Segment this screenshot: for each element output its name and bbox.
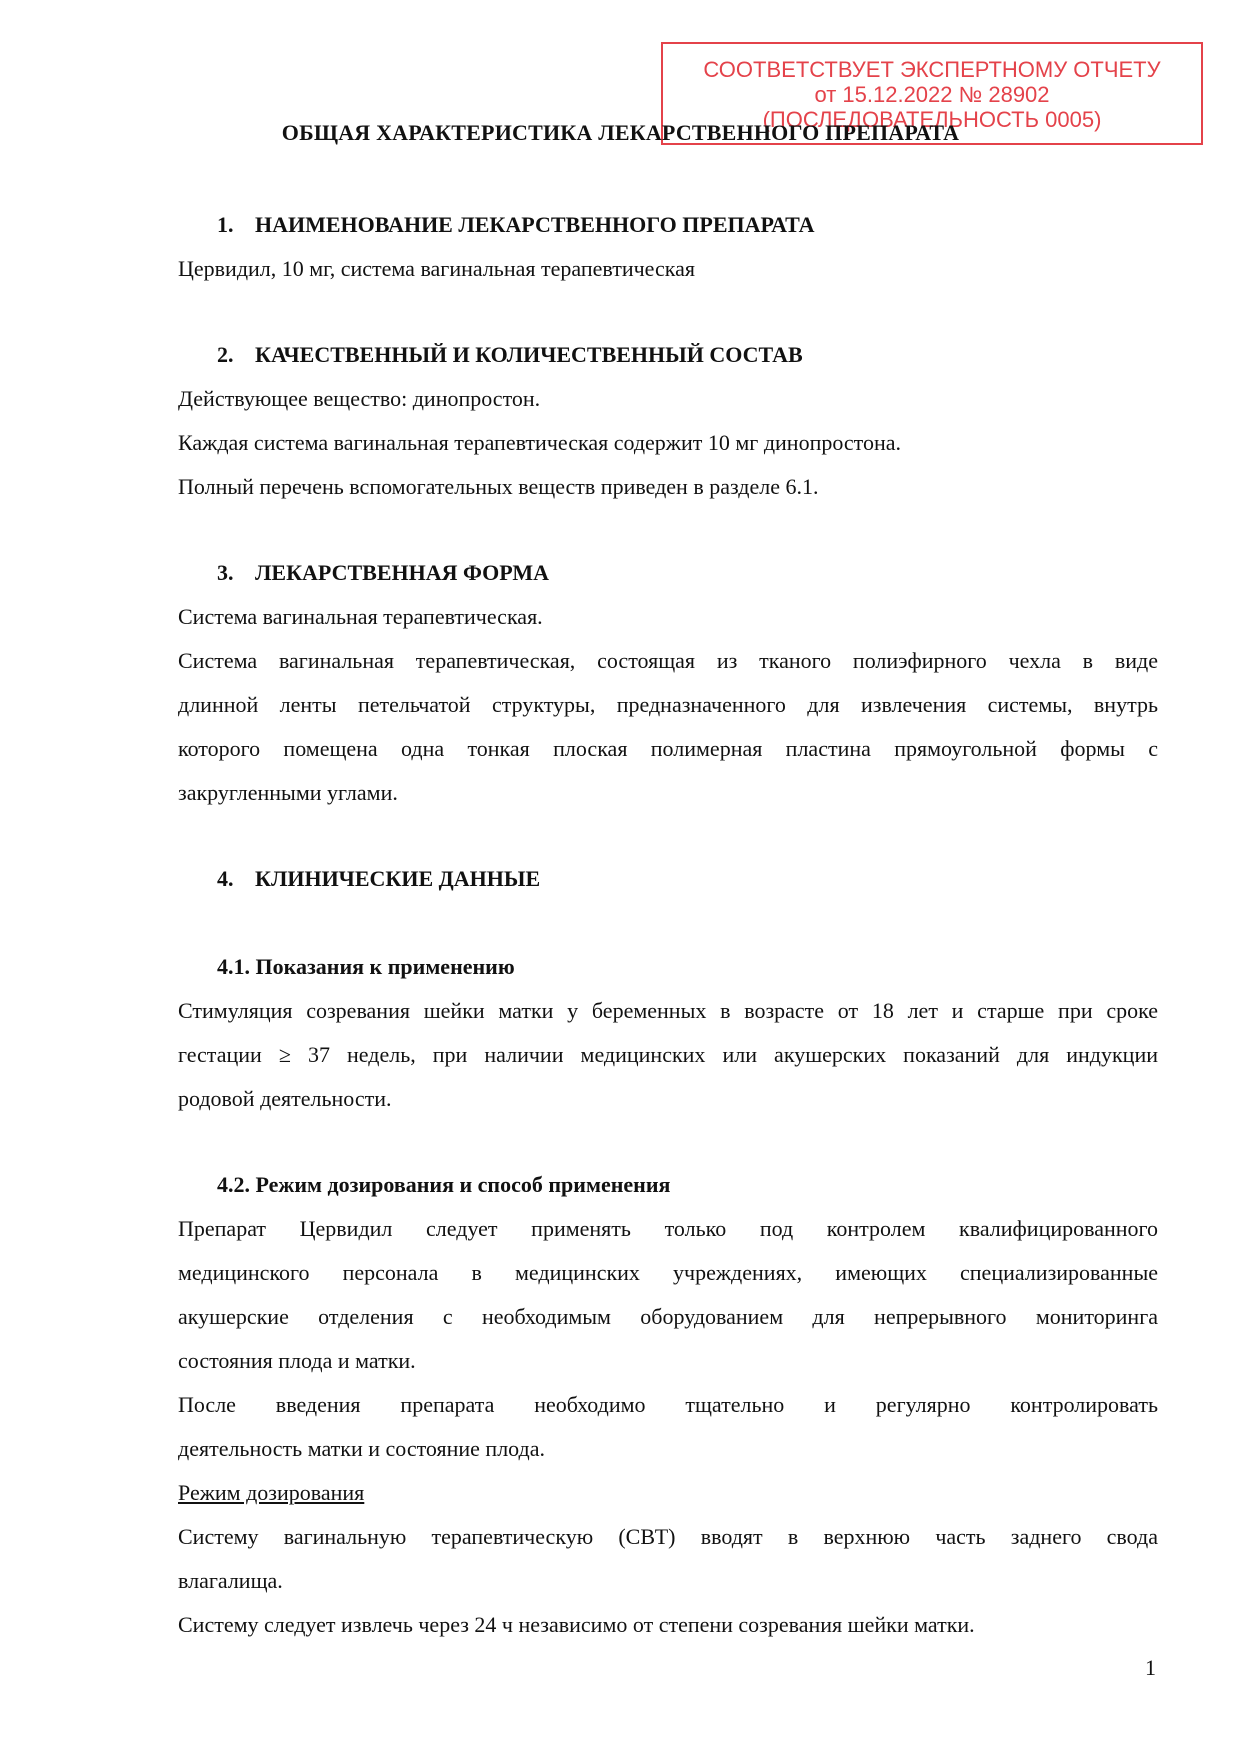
dosing-regimen-subheading: Режим дозирования [178, 1480, 365, 1505]
section-4-2-para-1-line-2: медицинского персонала в медицинских учреждениях, имеющих специализированные [178, 1260, 1158, 1285]
section-3-title: ЛЕКАРСТВЕННАЯ ФОРМА [255, 560, 549, 585]
section-4-2-para-1-line-3: акушерские отделения с необходимым оборудованием для непрерывного мониторинга [178, 1304, 1158, 1329]
section-4-2-para-1-line-1: Препарат Цервидил следует применять только под контролем квалифицированного [178, 1216, 1158, 1241]
section-3-para-1: Система вагинальная терапевтическая. [178, 604, 543, 629]
section-3-heading [217, 560, 549, 586]
section-4-1-line-1: Стимуляция созревания шейки матки у беременных в возрасте от 18 лет и старше при сроке [178, 998, 1158, 1023]
section-3-number: 3. [217, 560, 234, 585]
section-2-heading [217, 342, 803, 368]
section-4-number: 4. [217, 866, 234, 891]
section-1-number: 1. [217, 212, 234, 237]
section-1-title: НАИМЕНОВАНИЕ ЛЕКАРСТВЕННОГО ПРЕПАРАТА [255, 212, 815, 237]
section-2-para-3: Полный перечень вспомогательных веществ приведен в разделе 6.1. [178, 474, 819, 499]
section-4-1-line-2: гестации ≥ 37 недель, при наличии медицинских или акушерских показаний для индукции [178, 1042, 1158, 1067]
section-4-2-para-4: Систему следует извлечь через 24 ч независимо от степени созревания шейки матки. [178, 1612, 975, 1637]
section-2-title: КАЧЕСТВЕННЫЙ И КОЛИЧЕСТВЕННЫЙ СОСТАВ [255, 342, 803, 367]
section-3-para-2-line-4: закругленными углами. [178, 780, 398, 805]
document-title: ОБЩАЯ ХАРАКТЕРИСТИКА ЛЕКАРСТВЕННОГО ПРЕПАРАТА [281, 120, 960, 145]
section-4-2-para-1-line-4: состояния плода и матки. [178, 1348, 416, 1373]
section-1-text: Цервидил, 10 мг, система вагинальная терапевтическая [178, 256, 695, 281]
section-3-para-2-line-3: которого помещена одна тонкая плоская полимерная пластина прямоугольной формы с [178, 736, 1158, 761]
section-4-2-para-2-line-1: После введения препарата необходимо тщательно и регулярно контролировать [178, 1392, 1158, 1417]
section-4-heading [217, 866, 540, 892]
stamp-line-2: от 15.12.2022 № 28902 [814, 82, 1050, 107]
section-1-heading [217, 212, 815, 238]
stamp-line-1: СООТВЕТСТВУЕТ ЭКСПЕРТНОМУ ОТЧЕТУ [703, 57, 1161, 82]
section-2-number: 2. [217, 342, 234, 367]
section-4-2-para-3-line-1: Систему вагинальную терапевтическую (СВТ) вводят в верхнюю часть заднего свода [178, 1524, 1158, 1549]
section-4-2-para-3-line-2: влагалища. [178, 1568, 283, 1593]
stamp-line-3: (ПОСЛЕДОВАТЕЛЬНОСТЬ 0005) [762, 107, 1102, 132]
section-4-2-para-2-line-2: деятельность матки и состояние плода. [178, 1436, 546, 1461]
section-3-para-2-line-2: длинной ленты петельчатой структуры, предназначенного для извлечения системы, внутрь [178, 692, 1158, 717]
section-4-title: КЛИНИЧЕСКИЕ ДАННЫЕ [255, 866, 541, 891]
section-4-2-heading: 4.2. Режим дозирования и способ применения [217, 1172, 671, 1197]
section-4-1-line-3: родовой деятельности. [178, 1086, 392, 1111]
section-3-para-2-line-1: Система вагинальная терапевтическая, состоящая из тканого полиэфирного чехла в виде [178, 648, 1158, 673]
section-4-1-heading: 4.1. Показания к применению [217, 954, 515, 979]
section-2-para-1: Действующее вещество: динопростон. [178, 386, 541, 411]
page-number: 1 [1145, 1655, 1156, 1680]
section-2-para-2: Каждая система вагинальная терапевтическая содержит 10 мг динопростона. [178, 430, 902, 455]
